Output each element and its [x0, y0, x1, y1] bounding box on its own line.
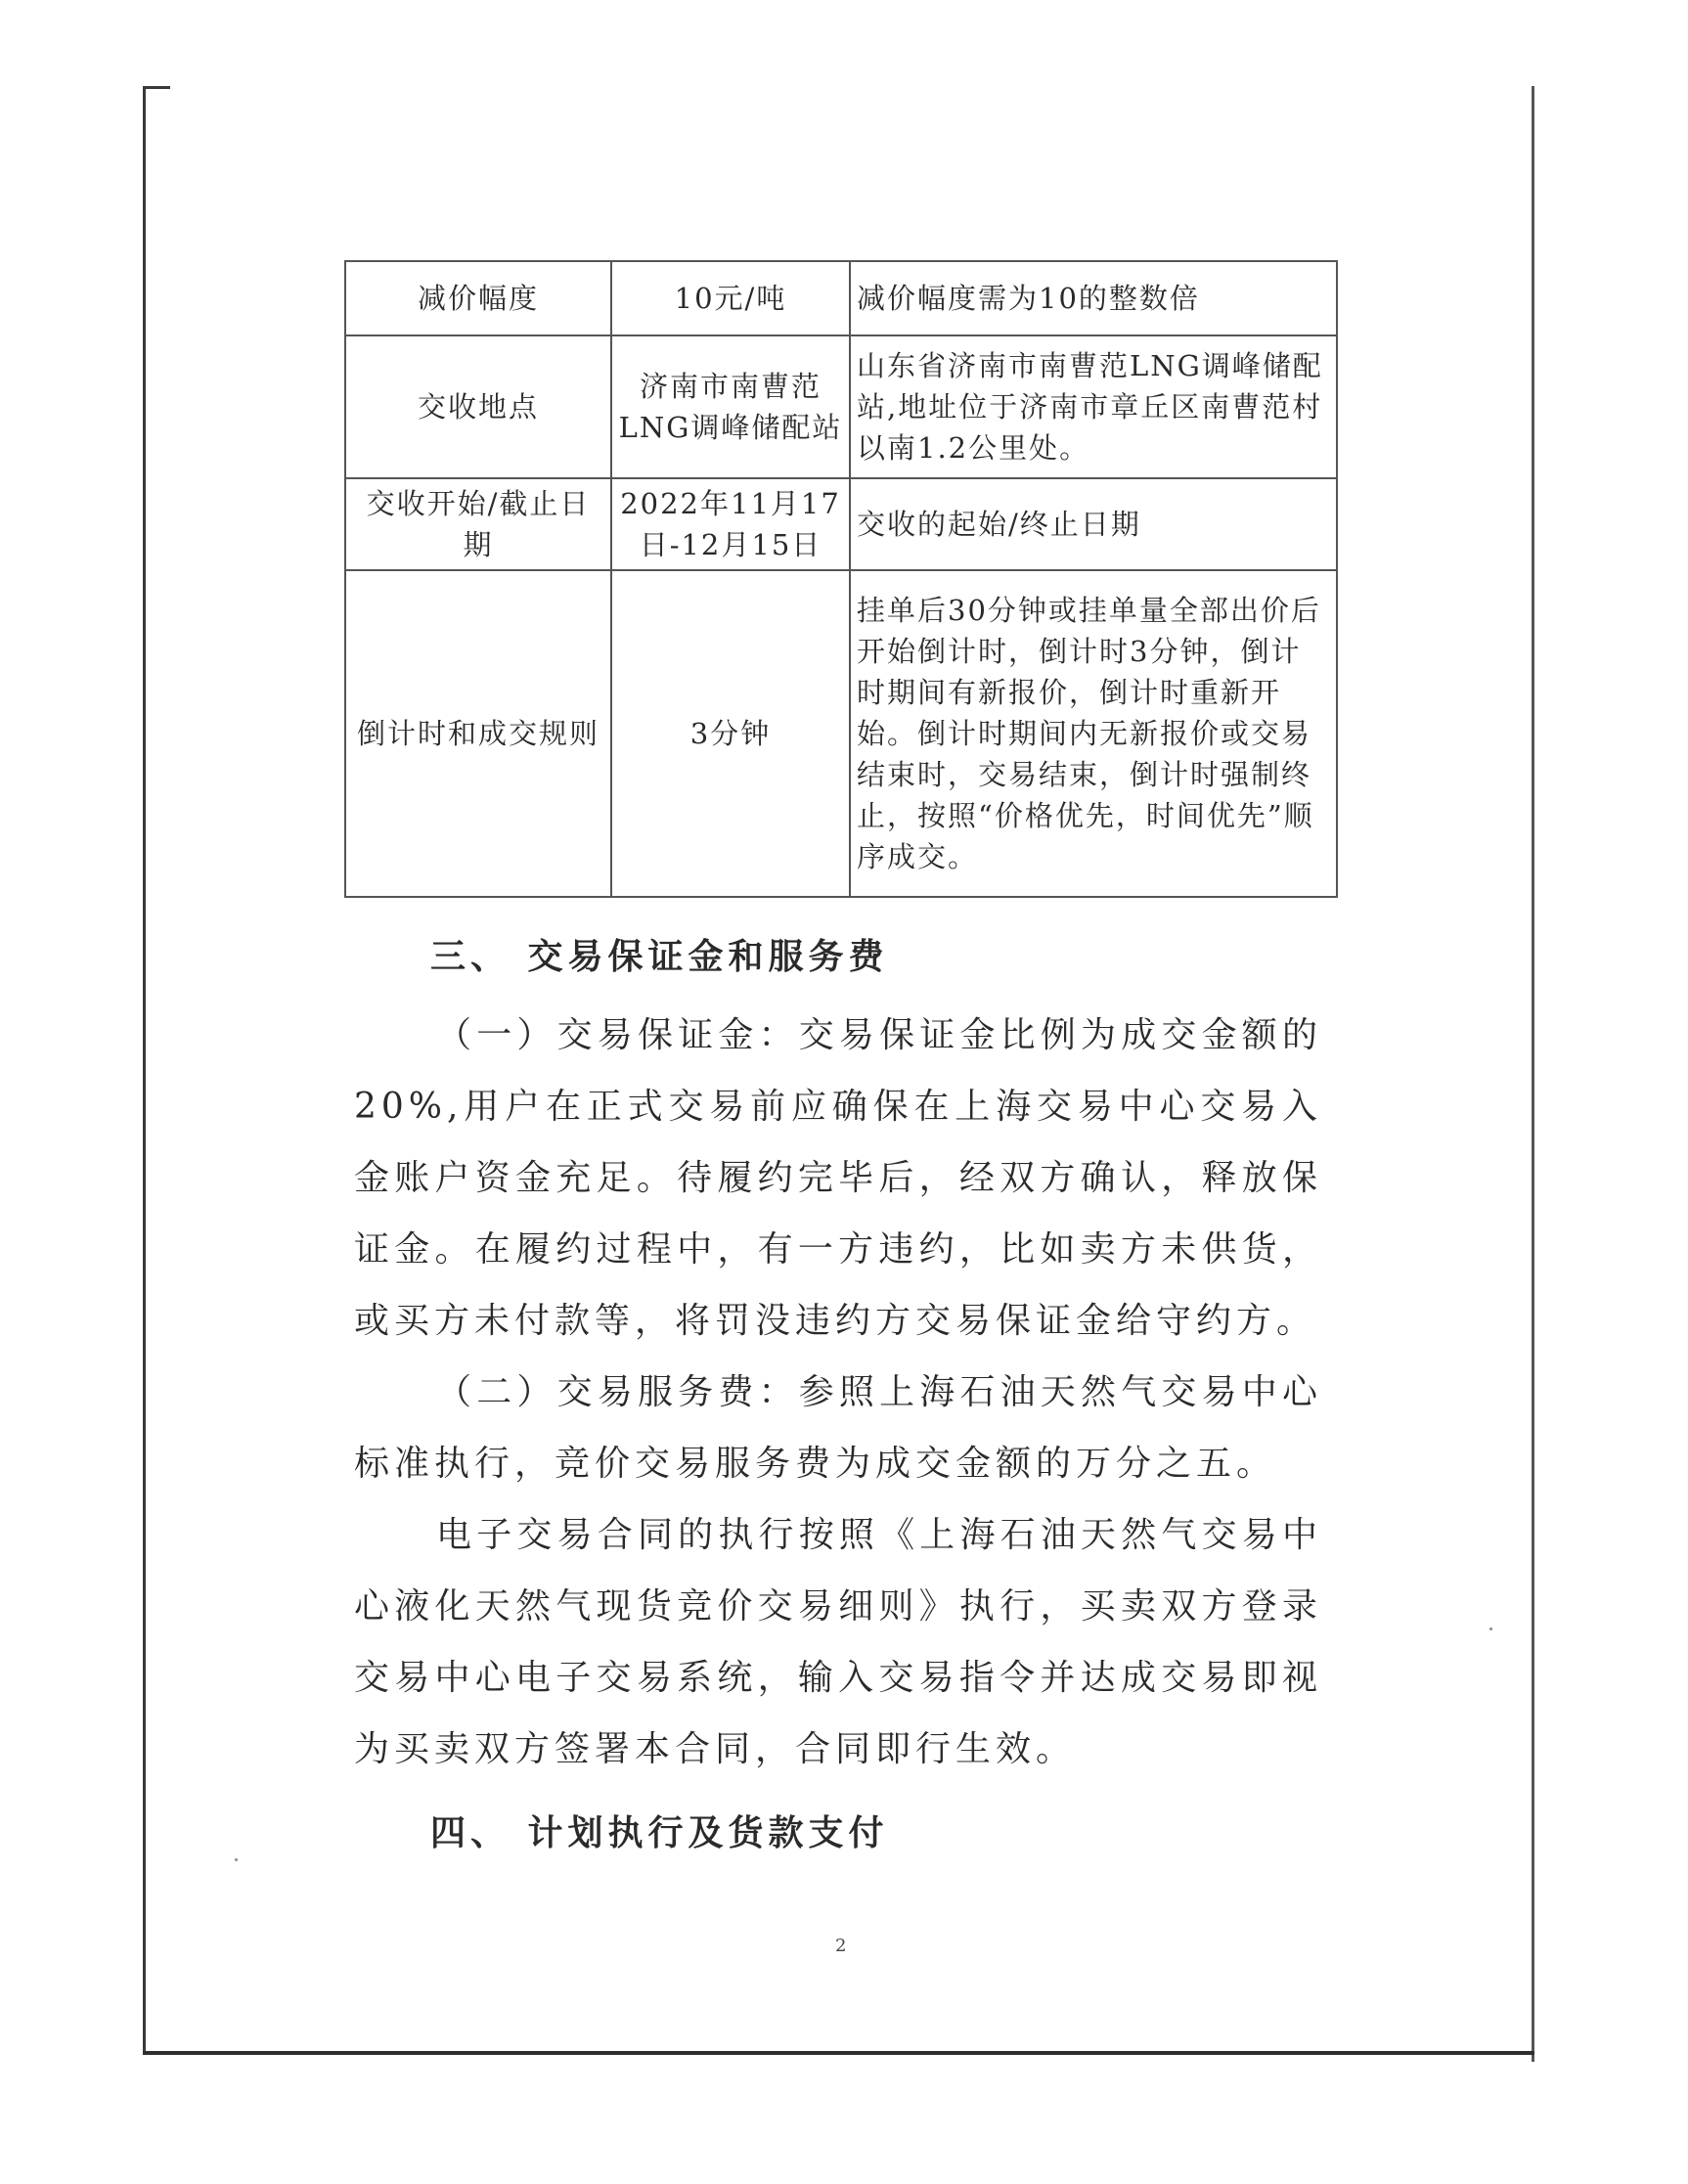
table-row — [345, 335, 1337, 478]
row-value: 3分钟 — [611, 570, 850, 897]
row-description: 减价幅度需为10的整数倍 — [850, 261, 1337, 335]
scan-speck — [1489, 1627, 1492, 1630]
page-border-left — [143, 86, 146, 2054]
paragraph-e-contract: 电子交易合同的执行按照《上海石油天然气交易中心液化天然气现货竞价交易细则》执行，买卖双方登录交易中心电子交易系统，输入交易指令并达成交易即视为买卖双方签署本合同，合同即行生效。 — [354, 1515, 1322, 1769]
table-row — [345, 570, 1337, 897]
paragraph-trade-deposit: （一）交易保证金：交易保证金比例为成交金额的20%,用户在正式交易前应确保在上海交易中心交易入金账户资金充足。待履约完毕后，经双方确认，释放保证金。在履约过程中，有一方违约，比如卖方未供货，或买方未付款等，将罚没违约方交易保证金给守约方。 — [354, 1015, 1322, 1341]
row-value: 2022年11月17日-12月15日 — [611, 478, 850, 570]
page-border-top-mark — [143, 86, 170, 89]
page-border-right — [1532, 86, 1534, 2062]
row-description: 山东省济南市南曹范LNG调峰储配站,地址位于济南市章丘区南曹范村以南1.2公里处。 — [850, 335, 1337, 478]
table-row — [345, 261, 1337, 335]
row-description: 挂单后30分钟或挂单量全部出价后开始倒计时，倒计时3分钟，倒计时期间有新报价，倒计时重新开始。倒计时期间内无新报价或交易结束时，交易结束，倒计时强制终止，按照“价格优先，时间优先”顺序成交。 — [850, 570, 1337, 897]
table-row — [345, 478, 1337, 570]
scan-speck — [235, 1858, 238, 1861]
row-label: 倒计时和成交规则 — [345, 570, 611, 897]
page-border-bottom — [143, 2051, 1534, 2055]
row-value: 济南市南曹范LNG调峰储配站 — [611, 335, 850, 478]
row-label: 减价幅度 — [345, 261, 611, 335]
section-heading-deposit-fees: 三、 交易保证金和服务费 — [430, 936, 889, 977]
row-value: 10元/吨 — [611, 261, 850, 335]
page-number: 2 — [835, 1936, 847, 1956]
row-label: 交收地点 — [345, 335, 611, 478]
paragraph-service-fee: （二）交易服务费：参照上海石油天然气交易中心标准执行，竞价交易服务费为成交金额的万分之五。 — [354, 1372, 1322, 1484]
row-description: 交收的起始/终止日期 — [850, 478, 1337, 570]
section-heading-plan-payment: 四、 计划执行及货款支付 — [430, 1812, 889, 1853]
trade-parameters-table — [344, 260, 1338, 898]
row-label: 交收开始/截止日期 — [345, 478, 611, 570]
